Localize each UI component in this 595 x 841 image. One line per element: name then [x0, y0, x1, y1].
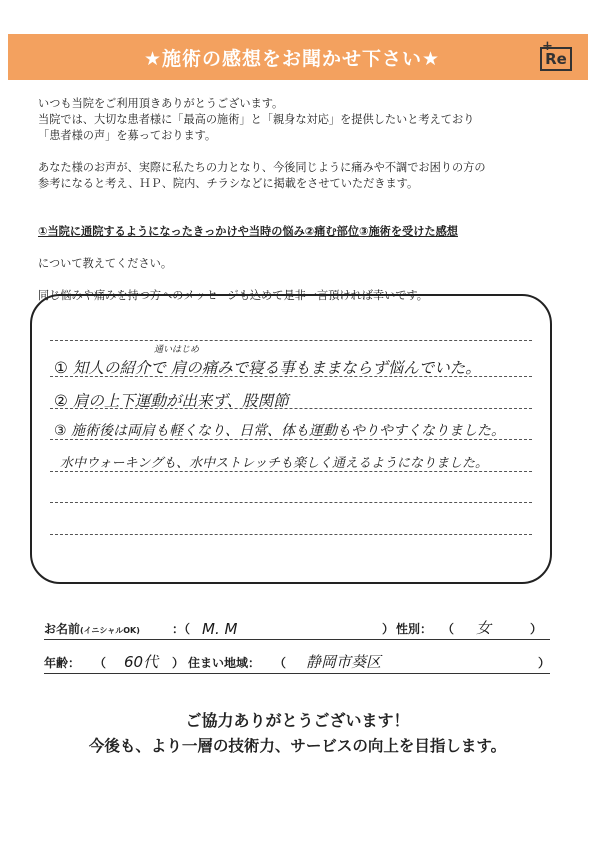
age-area-row: 年齢： （ 60代 ） 住まい地域： （ 静岡市葵区 ）: [44, 652, 564, 676]
handwritten-line-1: ① 知人の紹介で 肩の痛みで寝る事もままならず悩んでいた。: [54, 359, 481, 377]
thanks-message: ご協力ありがとうございます！: [185, 711, 410, 730]
page-title: ★施術の感想をお聞かせ下さい★: [143, 47, 441, 70]
intro-paragraph-1: いつも当院をご利用頂きありがとうございます。 当院では、大切な患者様に「最高の施術」と「親身な対応」を提供したいと考えており 「患者様の声」を募っております。: [38, 97, 475, 142]
instruction-topics: ①当院に通院するようになったきっかけや当時の悩み②痛む部位③施術を受けた感想: [38, 225, 458, 238]
ruled-line: [50, 502, 532, 503]
handwritten-line-2: ② 肩の上下運動が出来ず、股関節: [54, 392, 289, 410]
ruled-line: [50, 340, 532, 341]
comment-card: [30, 294, 552, 584]
handwritten-note: 通いはじめ: [154, 345, 200, 355]
name-gender-row: お名前(イニシャルOK) ：（ M. M ） 性別： （ 女 ）: [44, 618, 564, 642]
instruction-block: [38, 208, 578, 272]
underline: [44, 639, 550, 640]
name-value: M. M: [202, 620, 238, 638]
age-label: 年齢：: [44, 656, 81, 670]
closing-message: 今後も、より一層の技術力、サービスの向上を目指します。: [88, 737, 507, 755]
ruled-line: [50, 534, 532, 535]
intro-paragraph-3: 同じ悩みや痛みを持つ方へのメッセージも込めて是非一言頂ければ幸いです。: [38, 289, 428, 302]
area-value: 静岡市葵区: [306, 653, 382, 671]
area-label: 住まい地域：: [188, 656, 261, 670]
name-label: お名前(イニシャルOK): [44, 622, 140, 636]
gender-label: 性別：: [396, 622, 433, 636]
header-banner: [8, 34, 588, 80]
gender-value: 女: [476, 619, 492, 637]
age-value: 60代: [124, 653, 159, 671]
plus-icon: +: [542, 39, 553, 54]
underline: [44, 673, 550, 674]
handwritten-line-3: ③ 施術後は両肩も軽くなり、日常、体も運動もやりやすくなりました。: [54, 423, 505, 439]
handwritten-line-4: 水中ウォーキングも、水中ストレッチも楽しく通えるようになりました。: [60, 456, 488, 471]
intro-paragraph-2: あなた様のお声が、実際に私たちの力となり、今後同じように痛みや不調でお困りの方の 参考になると考え、ＨＰ、院内、チラシなどに掲載をさせていただきます。: [38, 161, 486, 190]
instruction-tail: について教えてください。: [38, 257, 173, 270]
logo-text: Re: [540, 47, 572, 71]
ruled-line: [50, 471, 532, 472]
clinic-logo: [536, 37, 576, 77]
intro-text: [38, 96, 578, 320]
